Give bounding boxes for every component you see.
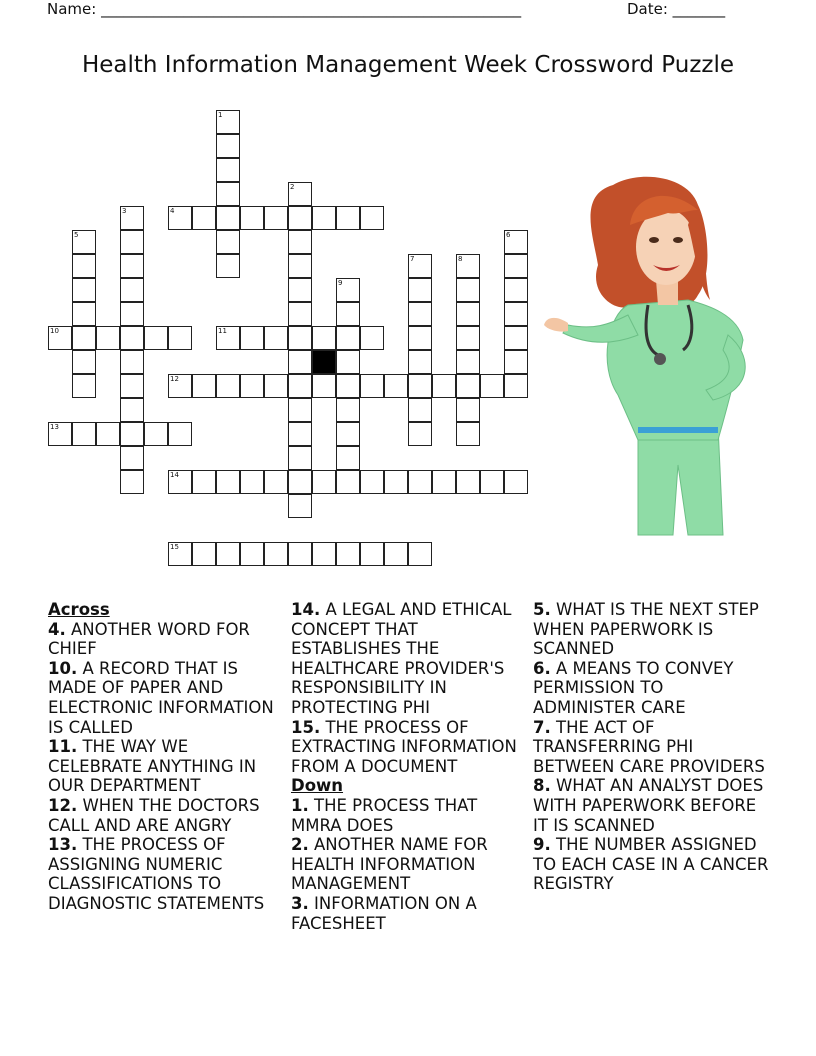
clue-item xyxy=(291,835,527,894)
grid-cell[interactable] xyxy=(336,422,360,446)
clue-text: WHAT AN ANALYST DOES WITH PAPERWORK BEFORE IT IS SCANNED xyxy=(533,776,764,835)
grid-cell[interactable] xyxy=(432,470,456,494)
grid-cell[interactable] xyxy=(360,542,384,566)
clue-text: A LEGAL AND ETHICAL CONCEPT THAT ESTABLISHES THE HEALTHCARE PROVIDER'S RESPONSIBILITY IN PROTECTING PHI xyxy=(291,600,512,717)
grid-cell[interactable] xyxy=(72,350,96,374)
grid-cell[interactable] xyxy=(216,206,240,230)
clue-text: THE PROCESS OF EXTRACTING INFORMATION FROM A DOCUMENT xyxy=(291,717,517,776)
grid-cell-number: 4 xyxy=(170,207,175,215)
grid-cell[interactable] xyxy=(120,326,144,350)
grid-cell[interactable] xyxy=(336,398,360,422)
grid-cell[interactable] xyxy=(408,326,432,350)
grid-cell-number: 13 xyxy=(50,423,59,431)
grid-cell[interactable] xyxy=(264,206,288,230)
grid-cell[interactable] xyxy=(240,326,264,350)
grid-cell[interactable] xyxy=(456,302,480,326)
grid-cell[interactable] xyxy=(504,230,528,254)
clue-number: 4. xyxy=(48,619,66,639)
grid-cell[interactable] xyxy=(456,326,480,350)
grid-cell[interactable] xyxy=(216,542,240,566)
grid-cell[interactable] xyxy=(456,470,480,494)
clue-item xyxy=(291,718,527,777)
grid-cell[interactable] xyxy=(120,446,144,470)
grid-cell[interactable] xyxy=(288,278,312,302)
grid-cell[interactable] xyxy=(120,254,144,278)
clue-number: 8. xyxy=(533,776,551,796)
grid-cell-number: 6 xyxy=(506,231,511,239)
clue-item xyxy=(291,894,527,933)
clue-text: THE ACT OF TRANSFERRING PHI BETWEEN CARE PROVIDERS xyxy=(533,717,765,776)
grid-cell[interactable] xyxy=(408,278,432,302)
date-field-label: Date: _______ xyxy=(627,0,726,18)
grid-cell[interactable] xyxy=(408,422,432,446)
grid-cell[interactable] xyxy=(456,398,480,422)
grid-cell[interactable] xyxy=(288,182,312,206)
grid-cell[interactable] xyxy=(192,470,216,494)
grid-cell[interactable] xyxy=(240,206,264,230)
grid-cell[interactable] xyxy=(72,230,96,254)
grid-cell[interactable] xyxy=(288,230,312,254)
clue-item xyxy=(291,796,527,835)
grid-cell[interactable] xyxy=(504,470,528,494)
grid-cell-number: 9 xyxy=(338,279,343,287)
grid-cell[interactable] xyxy=(312,470,336,494)
clue-number: 15. xyxy=(291,717,321,737)
grid-cell[interactable] xyxy=(72,254,96,278)
clue-item xyxy=(48,796,284,835)
grid-cell[interactable] xyxy=(120,230,144,254)
grid-cell[interactable] xyxy=(120,398,144,422)
grid-cell-number: 2 xyxy=(290,183,295,191)
grid-cell[interactable] xyxy=(336,542,360,566)
grid-cell[interactable] xyxy=(408,542,432,566)
clue-item xyxy=(533,659,769,718)
clue-number: 10. xyxy=(48,658,78,678)
grid-cell[interactable] xyxy=(336,302,360,326)
grid-cell[interactable] xyxy=(264,470,288,494)
grid-cell-number: 7 xyxy=(410,255,415,263)
grid-cell[interactable] xyxy=(288,326,312,350)
grid-cell[interactable] xyxy=(192,374,216,398)
grid-cell[interactable] xyxy=(312,326,336,350)
clue-item xyxy=(533,776,769,835)
grid-cell[interactable] xyxy=(288,398,312,422)
grid-cell[interactable] xyxy=(120,302,144,326)
grid-cell[interactable] xyxy=(336,278,360,302)
clue-item xyxy=(48,659,284,737)
grid-cell[interactable] xyxy=(456,374,480,398)
clue-number: 5. xyxy=(533,600,551,619)
grid-cell[interactable] xyxy=(336,374,360,398)
grid-cell[interactable] xyxy=(96,326,120,350)
grid-cell[interactable] xyxy=(504,278,528,302)
grid-cell[interactable] xyxy=(504,350,528,374)
grid-cell[interactable] xyxy=(144,326,168,350)
grid-cell[interactable] xyxy=(216,470,240,494)
puzzle-title: Health Information Management Week Crossword Puzzle xyxy=(81,52,735,78)
grid-cell[interactable] xyxy=(192,542,216,566)
grid-cell[interactable] xyxy=(288,494,312,518)
clue-text: THE WAY WE CELEBRATE ANYTHING IN OUR DEPARTMENT xyxy=(48,737,257,796)
grid-cell[interactable] xyxy=(384,470,408,494)
clue-number: 6. xyxy=(533,658,551,678)
clue-column-3 xyxy=(533,600,769,894)
grid-cell[interactable] xyxy=(72,326,96,350)
grid-cell[interactable] xyxy=(456,350,480,374)
grid-cell-number: 5 xyxy=(74,231,79,239)
grid-cell[interactable] xyxy=(336,470,360,494)
grid-cell[interactable] xyxy=(216,254,240,278)
grid-cell[interactable] xyxy=(336,206,360,230)
grid-cell[interactable] xyxy=(168,374,192,398)
clue-item xyxy=(48,737,284,796)
grid-cell-number: 8 xyxy=(458,255,463,263)
grid-cell[interactable] xyxy=(168,206,192,230)
grid-cell[interactable] xyxy=(264,542,288,566)
grid-cell[interactable] xyxy=(216,182,240,206)
grid-cell[interactable] xyxy=(120,470,144,494)
grid-cell[interactable] xyxy=(48,326,72,350)
grid-cell[interactable] xyxy=(456,254,480,278)
grid-cell[interactable] xyxy=(216,326,240,350)
grid-cell[interactable] xyxy=(288,374,312,398)
grid-cell[interactable] xyxy=(120,422,144,446)
grid-cell[interactable] xyxy=(72,278,96,302)
clue-number: 1. xyxy=(291,795,309,815)
grid-cell[interactable] xyxy=(216,158,240,182)
grid-cell[interactable] xyxy=(120,374,144,398)
grid-cell[interactable] xyxy=(456,422,480,446)
clue-item xyxy=(48,620,284,659)
clue-heading: Across xyxy=(48,600,110,619)
grid-cell[interactable] xyxy=(432,374,456,398)
grid-cell[interactable] xyxy=(240,542,264,566)
grid-cell[interactable] xyxy=(240,374,264,398)
grid-cell[interactable] xyxy=(408,254,432,278)
grid-cell[interactable] xyxy=(288,446,312,470)
grid-cell[interactable] xyxy=(72,374,96,398)
grid-cell[interactable] xyxy=(288,350,312,374)
grid-cell[interactable] xyxy=(480,374,504,398)
clue-column-2 xyxy=(291,600,527,933)
clue-item xyxy=(533,835,769,894)
grid-cell[interactable] xyxy=(504,254,528,278)
grid-cell[interactable] xyxy=(72,422,96,446)
grid-cell[interactable] xyxy=(504,302,528,326)
grid-cell-number: 11 xyxy=(218,327,227,335)
grid-cell[interactable] xyxy=(216,230,240,254)
clue-heading: Down xyxy=(291,776,344,796)
grid-cell[interactable] xyxy=(288,542,312,566)
grid-cell-number: 12 xyxy=(170,375,179,383)
grid-cell[interactable] xyxy=(336,350,360,374)
grid-cell[interactable] xyxy=(408,470,432,494)
grid-cell[interactable] xyxy=(192,206,216,230)
clue-text: INFORMATION ON A FACESHEET xyxy=(291,893,477,933)
grid-cell[interactable] xyxy=(216,110,240,134)
grid-cell[interactable] xyxy=(48,422,72,446)
grid-cell[interactable] xyxy=(168,542,192,566)
grid-cell[interactable] xyxy=(408,302,432,326)
clue-number: 14. xyxy=(291,600,321,619)
name-field-label: Name: ________________________________________________________ xyxy=(47,0,522,18)
grid-cell[interactable] xyxy=(360,374,384,398)
grid-cell-number: 14 xyxy=(170,471,179,479)
clue-number: 2. xyxy=(291,835,309,855)
grid-cell[interactable] xyxy=(312,206,336,230)
grid-cell-number: 3 xyxy=(122,207,127,215)
grid-cell[interactable] xyxy=(456,278,480,302)
grid-cell[interactable] xyxy=(312,374,336,398)
grid-cell[interactable] xyxy=(504,326,528,350)
black-square xyxy=(312,350,336,374)
grid-cell[interactable] xyxy=(168,422,192,446)
grid-cell[interactable] xyxy=(408,350,432,374)
grid-cell[interactable] xyxy=(360,206,384,230)
grid-cell[interactable] xyxy=(288,206,312,230)
clue-column-1 xyxy=(48,600,284,914)
grid-cell[interactable] xyxy=(408,374,432,398)
grid-cell-number: 15 xyxy=(170,543,179,551)
clue-text: A RECORD THAT IS MADE OF PAPER AND ELECTRONIC INFORMATION IS CALLED xyxy=(48,658,274,737)
grid-cell[interactable] xyxy=(216,374,240,398)
clue-number: 12. xyxy=(48,795,78,815)
grid-cell[interactable] xyxy=(408,398,432,422)
clue-text: A MEANS TO CONVEY PERMISSION TO ADMINISTER CARE xyxy=(533,658,734,717)
grid-cell[interactable] xyxy=(168,326,192,350)
grid-cell[interactable] xyxy=(288,422,312,446)
grid-cell[interactable] xyxy=(312,542,336,566)
grid-cell[interactable] xyxy=(120,350,144,374)
clue-number: 7. xyxy=(533,717,551,737)
nurse-illustration xyxy=(538,165,763,540)
clue-number: 11. xyxy=(48,737,78,757)
grid-cell-number: 10 xyxy=(50,327,59,335)
grid-cell[interactable] xyxy=(144,422,168,446)
clue-text: THE PROCESS OF ASSIGNING NUMERIC CLASSIFICATIONS TO DIAGNOSTIC STATEMENTS xyxy=(48,835,265,913)
clue-item xyxy=(291,600,527,718)
grid-cell[interactable] xyxy=(240,470,264,494)
grid-cell[interactable] xyxy=(336,446,360,470)
grid-cell[interactable] xyxy=(336,326,360,350)
clue-text: ANOTHER NAME FOR HEALTH INFORMATION MANAGEMENT xyxy=(291,835,488,894)
clue-item xyxy=(48,835,284,913)
grid-cell[interactable] xyxy=(96,422,120,446)
grid-cell[interactable] xyxy=(264,326,288,350)
grid-cell[interactable] xyxy=(288,254,312,278)
grid-cell[interactable] xyxy=(480,470,504,494)
clue-text: ANOTHER WORD FOR CHIEF xyxy=(48,619,250,659)
clue-item xyxy=(533,718,769,777)
grid-cell[interactable] xyxy=(288,302,312,326)
clue-number: 9. xyxy=(533,835,551,855)
grid-cell[interactable] xyxy=(120,278,144,302)
clue-number: 3. xyxy=(291,893,309,913)
clue-text: THE PROCESS THAT MMRA DOES xyxy=(291,795,478,835)
grid-cell-number: 1 xyxy=(218,111,223,119)
clue-item xyxy=(533,600,769,659)
grid-cell[interactable] xyxy=(264,374,288,398)
grid-cell[interactable] xyxy=(216,134,240,158)
grid-cell[interactable] xyxy=(384,542,408,566)
grid-cell[interactable] xyxy=(384,374,408,398)
clue-text: WHEN THE DOCTORS CALL AND ARE ANGRY xyxy=(48,795,260,835)
grid-cell[interactable] xyxy=(288,470,312,494)
grid-cell[interactable] xyxy=(168,470,192,494)
clue-text: THE NUMBER ASSIGNED TO EACH CASE IN A CANCER REGISTRY xyxy=(533,835,769,894)
grid-cell[interactable] xyxy=(72,302,96,326)
clue-text: WHAT IS THE NEXT STEP WHEN PAPERWORK IS SCANNED xyxy=(533,600,759,659)
grid-cell[interactable] xyxy=(360,470,384,494)
clue-number: 13. xyxy=(48,835,78,855)
grid-cell[interactable] xyxy=(504,374,528,398)
grid-cell[interactable] xyxy=(120,206,144,230)
grid-cell[interactable] xyxy=(360,326,384,350)
